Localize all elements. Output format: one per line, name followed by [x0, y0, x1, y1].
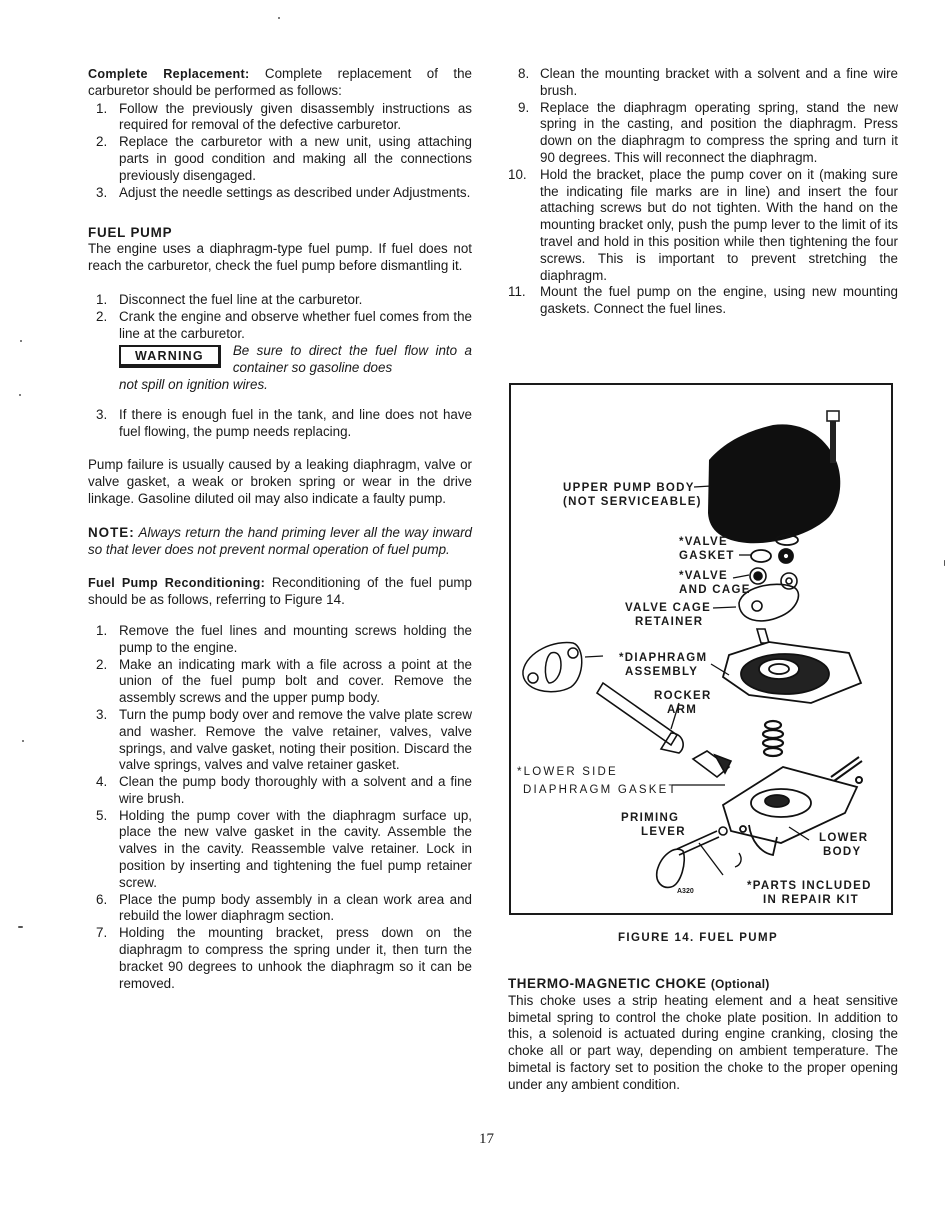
list-item: 2. Make an indicating mark with a file across a point at the union of the fuel pump bolt and cover. Remove the assembly screws and the upper pump body. — [96, 656, 472, 706]
label-diaphragm-a: *DIAPHRAGM — [619, 652, 708, 664]
fuel-pump-figure — [509, 383, 893, 915]
pump-failure-paragraph: Pump failure is usually caused by a leaking diaphragm, valve or valve gasket, a weak or broken spring or wear in the drive linkage. Gasoline diluted oil may also indicate a faulty pump. — [88, 457, 472, 506]
page-number: 17 — [479, 1131, 494, 1147]
label-lower-side-a: *LOWER SIDE — [517, 766, 618, 778]
list-item: 6. Place the pump body assembly in a clean work area and rebuild the lower diaphragm section. — [96, 891, 472, 924]
label-diaphragm-b: ASSEMBLY — [625, 666, 699, 678]
list-item: 9. Replace the diaphragm operating spring, stand the new spring in the casting, and position the diaphragm. Press down on the diaphragm to compress the spring and turn it 90 degrees. This will reconnect the diaphragm. — [518, 99, 898, 165]
label-priming-a: PRIMING — [621, 812, 680, 824]
list-item: 1. Remove the fuel lines and mounting screws holding the pump to the engine. — [96, 622, 472, 655]
label-valve-cage-retainer-b: RETAINER — [635, 616, 704, 628]
reconditioning-intro: Fuel Pump Reconditioning: Reconditioning of the fuel pump should be as follows, referring to Figure 14. — [88, 575, 472, 608]
warning-label: WARNING — [119, 345, 221, 368]
list-item: 2. Replace the carburetor with a new unit, using attaching parts in good condition and making all the connections previously disengaged. — [96, 134, 472, 183]
list-item: 3. If there is enough fuel in the tank, and line does not have fuel flowing, the pump needs replacing. — [96, 406, 472, 439]
list-item: 7. Holding the mounting bracket, press down on the diaphragm to compress the spring under it, then turn the bracket 90 degrees to unhook the diaphragm so it can be removed. — [96, 925, 472, 991]
choke-section — [508, 976, 898, 1094]
label-rocker-a: ROCKER — [654, 690, 712, 702]
warning-continuation: not spill on ignition wires. — [119, 376, 268, 392]
upper-pump-body — [708, 411, 840, 543]
label-upper-pump-body: UPPER PUMP BODY — [563, 482, 695, 494]
list-item: 1. Disconnect the fuel line at the carburetor. — [96, 291, 363, 307]
list-item: 11. Mount the fuel pump on the engine, using new mounting gaskets. Connect the fuel lines. — [508, 284, 898, 317]
list-item: 10. Hold the bracket, place the pump cover on it (making sure the indicating file marks are in line) and insert the four attaching screws but do not tighten. With the hand on the mounting bracket only, push the pump lever to the limit of its travel and hold in this position while then tightening the four screws. This is important to prevent stretching the diaphragm. — [508, 166, 898, 283]
scan-speck — [278, 17, 280, 19]
reconditioning-heading: Fuel Pump Reconditioning: — [88, 576, 266, 591]
complete-replacement-intro: Complete Replacement: Complete replacement of the carburetor should be performed as follows: — [88, 66, 472, 98]
label-figure-code: A320 — [677, 888, 694, 895]
reconditioning-steps-continued — [508, 66, 898, 318]
label-lower-body-a: LOWER — [819, 832, 869, 844]
scan-speck — [20, 340, 22, 342]
figure-caption: FIGURE 14. FUEL PUMP — [618, 932, 779, 944]
label-parts-included-b: IN REPAIR KIT — [763, 894, 859, 906]
label-valve-gasket-a: *VALVE — [679, 536, 728, 548]
diaphragm-assembly-part — [723, 642, 861, 703]
label-lower-body-b: BODY — [823, 846, 862, 858]
label-valve-cage-retainer-a: VALVE CAGE — [625, 602, 712, 614]
list-item: 8. Clean the mounting bracket with a solvent and a fine wire brush. — [518, 66, 898, 98]
choke-heading: THERMO-MAGNETIC CHOKE (Optional) — [508, 976, 770, 991]
warning-text: Be sure to direct the fuel flow into a container so gasoline does — [232, 343, 472, 376]
label-valve-gasket-b: GASKET — [679, 550, 735, 562]
note-paragraph: NOTE: Always return the hand priming lever all the way inward so that lever does not prevent normal operation of fuel pump. — [88, 524, 472, 557]
scan-speck — [18, 926, 23, 928]
list-item: 4. Clean the pump body thoroughly with a solvent and a fine wire brush. — [96, 774, 472, 806]
fuel-pump-heading: FUEL PUMP — [88, 225, 173, 241]
right-column — [508, 66, 898, 318]
mounting-bracket-part — [523, 643, 582, 692]
scan-speck — [19, 394, 21, 396]
scan-speck — [944, 560, 945, 566]
list-item: 3. Turn the pump body over and remove the valve plate screw and washer. Remove the valve retainer, valves, valve springs, and valve gasket, noting their position. Discard the valve springs, valves and valve retainer gasket. — [96, 706, 472, 773]
left-column — [88, 66, 472, 992]
diaphragm-spring-part — [763, 721, 783, 756]
list-item: 1. Follow the previously given disassembly instructions as required for removal of the defective carburetor. — [96, 100, 472, 133]
label-priming-b: LEVER — [641, 826, 686, 838]
list-item: 3. Adjust the needle settings as described under Adjustments. — [96, 184, 471, 200]
label-lower-side-b: DIAPHRAGM GASKET — [523, 784, 678, 796]
label-valve-cage-b: AND CAGE — [679, 584, 751, 596]
note-label: NOTE: — [88, 524, 135, 540]
list-item: 5. Holding the pump cover with the diaphragm surface up, place the new valve gasket in the cavity. Assemble the valves in the cavity. Reassemble valve retainer. Lock in position by inserting and tightening the fuel pump retainer screw. — [96, 807, 472, 890]
fuel-pump-intro: The engine uses a diaphragm-type fuel pump. If fuel does not reach the carburetor, check the fuel pump before dismantling it. — [88, 241, 472, 274]
screw-part — [831, 757, 862, 783]
complete-replacement-heading: Complete Replacement: — [88, 67, 250, 81]
warning-block — [88, 343, 472, 377]
reconditioning-steps — [88, 623, 472, 993]
list-item: 2. Crank the engine and observe whether fuel comes from the line at the carburetor. — [96, 308, 472, 341]
label-valve-cage-a: *VALVE — [679, 570, 728, 582]
scan-speck — [22, 740, 24, 742]
replacement-steps — [88, 101, 472, 202]
fuel-pump-steps-a — [88, 292, 472, 342]
label-upper-pump-body-note: (NOT SERVICEABLE) — [563, 496, 702, 508]
fuel-pump-steps-b — [88, 407, 472, 441]
label-parts-included-a: *PARTS INCLUDED — [747, 880, 872, 892]
label-rocker-b: ARM — [667, 704, 698, 716]
choke-text: This choke uses a strip heating element and a heat sensitive bimetal spring to control the choke plate position. In addition to this, a solenoid is actuated during engine cranking, closing the choke all or part way, depending on ambient temperature. The bimetal is factory set to position the choke to the proper opening under any ambient condition. — [508, 992, 898, 1092]
